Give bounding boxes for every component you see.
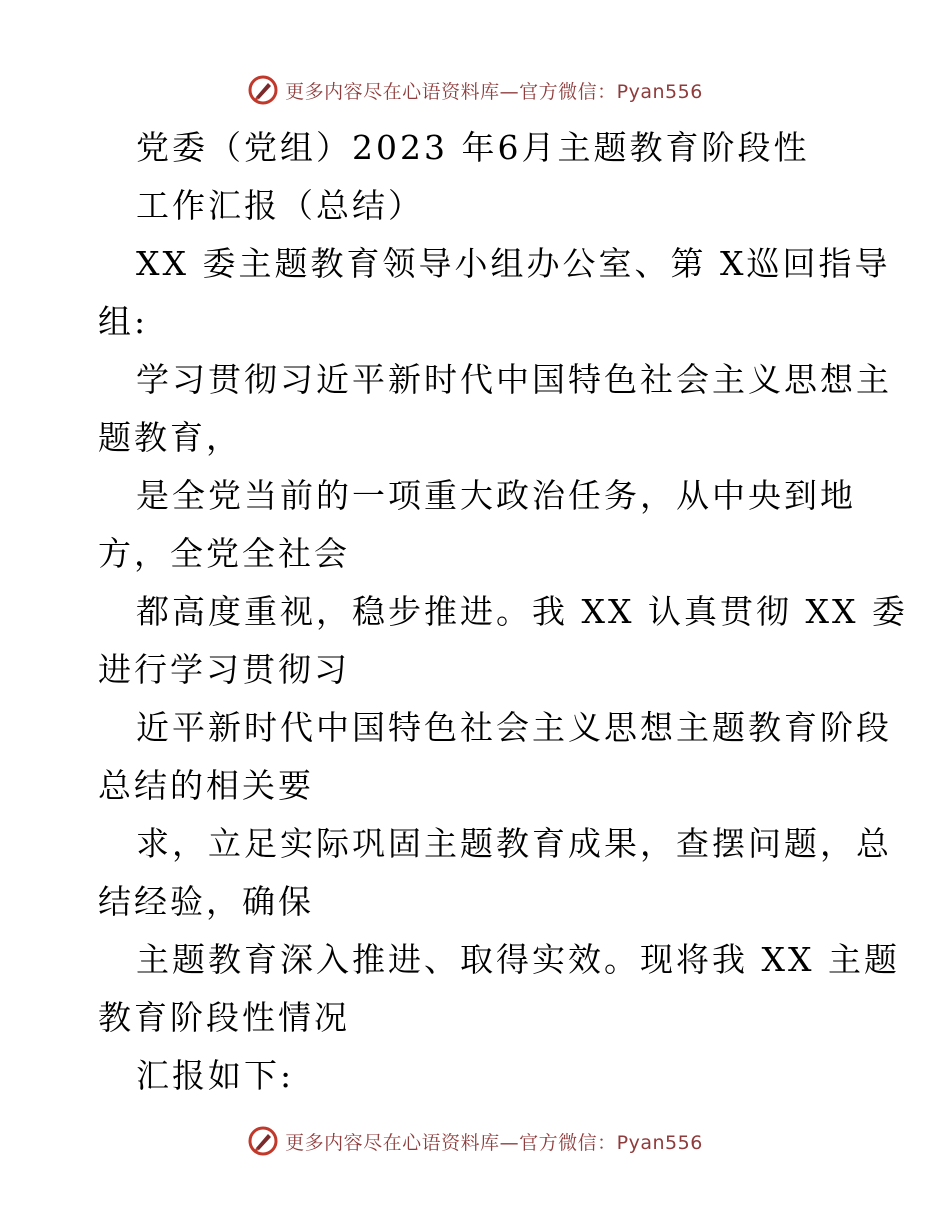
- banner-text: 更多内容尽在心语资料库—官方微信：Pyan556: [285, 1131, 703, 1154]
- document-line: 是全党当前的一项重大政治任务，从中央到地: [136, 476, 856, 515]
- document-line: 党委（党组）2023 年6月主题教育阶段性: [136, 128, 810, 167]
- document-body: [98, 119, 908, 1105]
- document-line: 教育阶段性情况: [98, 998, 350, 1037]
- footer-banner: [0, 1124, 950, 1158]
- document-line: XX 委主题教育领导小组办公室、第 X巡回指导: [136, 244, 891, 283]
- document-line: 求，立足实际巩固主题教育成果，查摆问题，总: [136, 824, 892, 863]
- document-line: 汇报如下:: [136, 1056, 295, 1095]
- pen-logo-icon: [247, 1125, 279, 1157]
- pen-logo-icon: [247, 74, 279, 106]
- document-line: 都高度重视，稳步推进。我 XX 认真贯彻 XX 委: [136, 592, 908, 631]
- document-line: 方，全党全社会: [98, 534, 350, 573]
- document-line: 结经验，确保: [98, 882, 314, 921]
- document-line: 近平新时代中国特色社会主义思想主题教育阶段: [136, 708, 892, 747]
- document-line: 主题教育深入推进、取得实效。现将我 XX 主题: [136, 940, 900, 979]
- banner-text: 更多内容尽在心语资料库—官方微信：Pyan556: [285, 80, 703, 103]
- document-line: 组:: [98, 302, 149, 341]
- document-line: 题教育，: [98, 418, 242, 457]
- header-banner: [0, 73, 950, 107]
- document-line: 进行学习贯彻习: [98, 650, 350, 689]
- document-line: 总结的相关要: [98, 766, 314, 805]
- document-line: 工作汇报（总结）: [136, 186, 424, 225]
- document-line: 学习贯彻习近平新时代中国特色社会主义思想主: [136, 360, 892, 399]
